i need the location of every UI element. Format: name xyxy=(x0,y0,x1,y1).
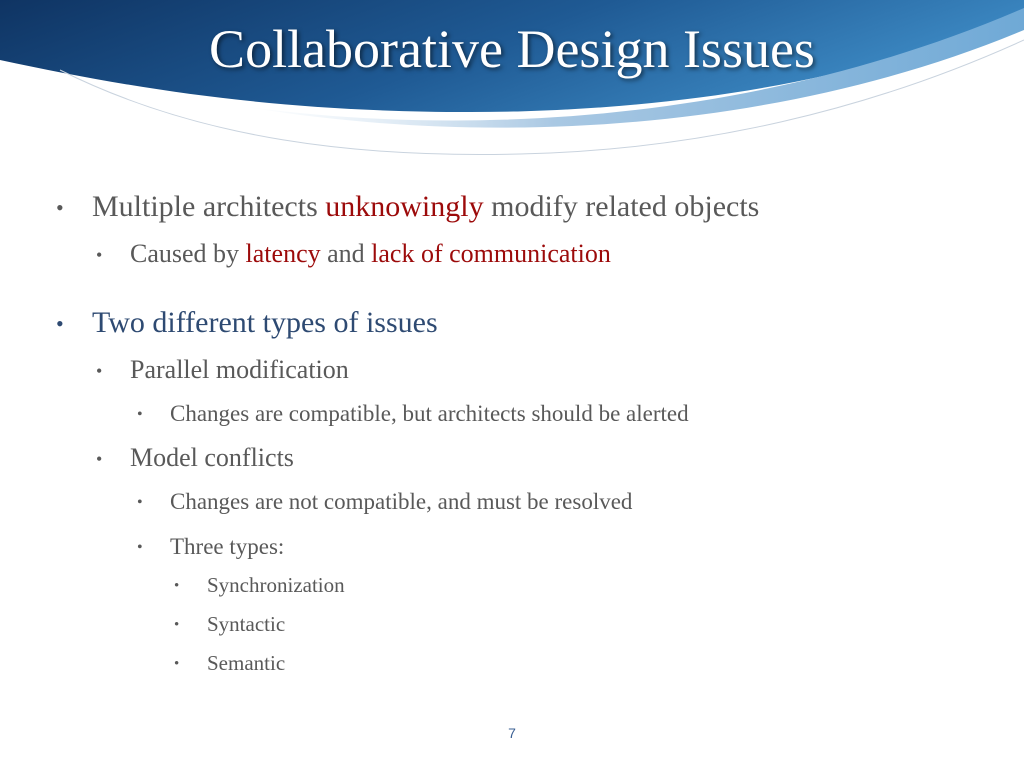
bullet-text: Synchronization xyxy=(207,573,345,597)
bullet-caused-by xyxy=(96,239,611,268)
bullet-emphasis: unknowingly xyxy=(325,190,484,223)
page-number: 7 xyxy=(508,725,516,741)
bullet-model-conflicts xyxy=(96,443,294,472)
bullet-semantic xyxy=(174,651,286,675)
bullet-dot: • xyxy=(174,578,180,594)
bullet-text: Syntactic xyxy=(207,612,286,636)
bullet-text: Changes are compatible, but architects should be alerted xyxy=(170,401,689,426)
bullet-text: and xyxy=(320,239,372,268)
bullet-dot: • xyxy=(137,406,143,423)
bullet-dot: • xyxy=(174,656,180,672)
bullet-syntactic xyxy=(174,612,286,636)
bullet-dot: • xyxy=(96,361,103,381)
slide-title: Collaborative Design Issues xyxy=(209,19,815,79)
bullet-dot: • xyxy=(174,617,180,633)
bullet-text: Caused by xyxy=(130,239,246,268)
bullet-two-types xyxy=(56,306,438,339)
bullet-text: Two different types of issues xyxy=(92,306,438,339)
bullet-text: Semantic xyxy=(207,651,286,675)
bullet-dot: • xyxy=(137,494,143,511)
bullet-text: Model conflicts xyxy=(130,443,294,472)
bullet-changes-not-compatible xyxy=(137,489,633,514)
bullet-dot: • xyxy=(56,195,64,220)
bullet-dot: • xyxy=(137,539,143,556)
bullet-text: modify related objects xyxy=(483,190,760,223)
bullet-multiple-architects xyxy=(56,190,760,223)
bullet-dot: • xyxy=(96,449,103,469)
bullet-text: Multiple architects xyxy=(92,190,326,223)
bullet-dot: • xyxy=(96,245,103,265)
bullet-changes-compatible xyxy=(137,401,689,426)
bullet-text: Changes are not compatible, and must be resolved xyxy=(170,489,633,514)
bullet-synchronization xyxy=(174,573,345,597)
bullet-dot: • xyxy=(56,311,64,336)
bullet-text: Parallel modification xyxy=(130,355,349,384)
bullet-text: Three types: xyxy=(170,534,285,559)
bullet-three-types xyxy=(137,534,285,559)
bullet-emphasis: lack of communication xyxy=(371,239,611,268)
bullet-parallel-modification xyxy=(96,355,349,384)
bullet-emphasis: latency xyxy=(245,239,321,268)
